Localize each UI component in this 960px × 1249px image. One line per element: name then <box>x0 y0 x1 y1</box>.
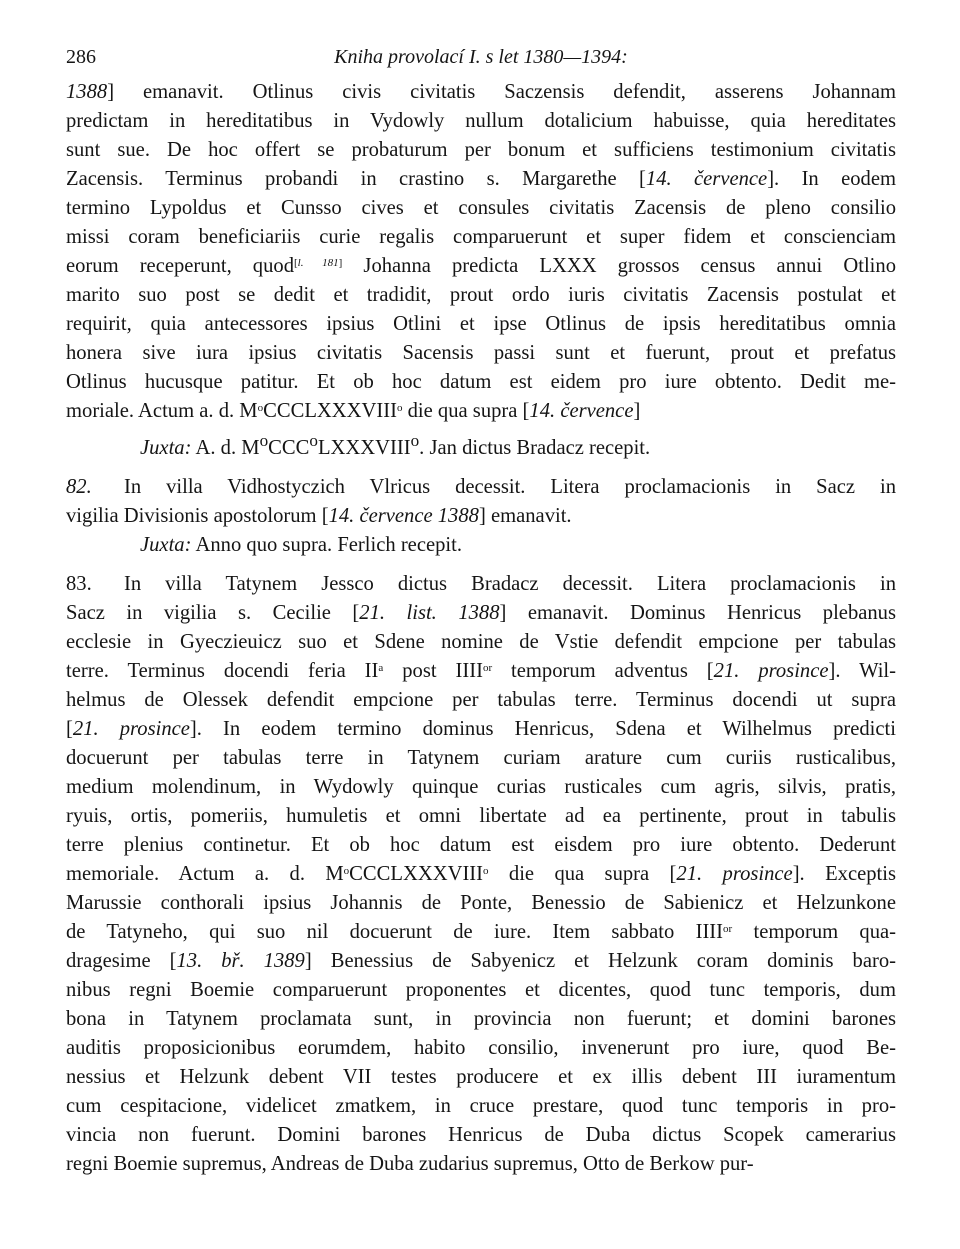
text-line: [21. prosince]. In eodem termino dominus Henricus, Sdena et Wilhelmus predicti <box>66 717 896 740</box>
text-line: memoriale. Actum a. d. $M^oCCCLXXXVIII^o$ die qua supra [21. prosince]. Exceptis <box>66 862 896 885</box>
text-line: ecclesie in Gyeczieuicz suo et Sdene nomine de Vstie defendit empcione per tabulas <box>66 630 896 653</box>
text-line: docuerunt per tabulas terre in Tatynem curiam arature cum curiis rusticalibus, <box>66 746 896 769</box>
entry-83-text <box>66 570 896 1179</box>
entry-82 <box>66 473 896 560</box>
text-line: Otlinus hucusque patitur. Et ob hoc datum est eidem pro iure obtento. Dedit me- <box>66 371 896 393</box>
text-line: eorum receperunt, quod[l. 181] Johanna predicta LXXX grossos census annui Otlino <box>66 255 896 277</box>
text-line: missi coram beneficiariis curie regalis comparuerunt et super fidem et conscienciam <box>66 226 896 248</box>
text-line: helmus de Olessek defendit empcione per tabulas terre. Terminus docendi ut supra <box>66 688 896 711</box>
juxta-text: A. d. $M^oCCC^oLXXXVIII^o$. Jan dictus Bradacz recepit. <box>191 431 651 459</box>
text-line: terre. Terminus docendi feria $II^a$ post $IIII^{or}$ temporum adventus [21. prosince]. Wil- <box>66 659 896 682</box>
text-line: nibus regni Boemie comparuerunt proponentes et dicentes, quod tunc temporis, dum <box>66 978 896 1001</box>
text-line: vigilia Divisionis apostolorum [14. července 1388] emanavit. <box>66 504 572 527</box>
entry-81-text <box>66 78 896 426</box>
text-line: regni Boemie supremus, Andreas de Duba zudarius supremus, Otto de Berkow pur- <box>66 1152 754 1175</box>
text-line: dragesime [13. bř. 1389] Benessius de Sabyenicz et Helzunk coram dominis baro- <box>66 949 896 972</box>
text-line: Sacz in vigilia s. Cecilie [21. list. 1388] emanavit. Dominus Henricus plebanus <box>66 601 896 624</box>
page-number: 286 <box>66 46 96 68</box>
text-line: medium molendinum, in Wydowly quinque curias rusticales cum agris, silvis, pratis, <box>66 775 896 798</box>
text-line: cum cespitacione, videlicet zmatkem, in cruce prestare, quod tunc temporis in pro- <box>66 1094 896 1117</box>
text-line: 83. In villa Tatynem Jessco dictus Bradacz decessit. Litera proclamacionis in <box>66 570 896 599</box>
page-header <box>66 38 896 78</box>
juxta-text: Anno quo supra. Ferlich recepit. <box>191 533 462 556</box>
text-line: 1388] emanavit. Otlinus civis civitatis Saczensis defendit, asserens Johannam <box>66 81 896 103</box>
document-page <box>66 38 896 1179</box>
entry-number: 83. <box>66 572 92 595</box>
juxta-label: Juxta: <box>140 436 192 459</box>
text-line: auditis proposicionibus eorumdem, habito consilio, invenerunt pro iure, quod Be- <box>66 1036 896 1059</box>
text-line: predictam in hereditatibus in Vydowly nullum dotalicium habuisse, quia hereditates <box>66 110 896 132</box>
text-line: de Tatyneho, qui suo nil docuerunt de iure. Item sabbato $IIII^{or}$ temporum qua- <box>66 920 897 943</box>
text-line: bona in Tatynem proclamata sunt, in provincia non fuerunt; et domini barones <box>66 1007 896 1030</box>
entry-81-juxta <box>66 426 896 463</box>
text-line: ryuis, ortis, pomeriis, humuletis et omni libertate ad ea pertinente, prout in tabulis <box>66 804 896 827</box>
text-line: moriale. Actum a. d. $M^oCCCLXXXVIII^o$ die qua supra [14. července] <box>66 400 641 422</box>
text-line: honera sive iura ipsius civitatis Sacensis passi sunt et fuerunt, prout et prefatus <box>66 342 896 364</box>
text-line: Zacensis. Terminus probandi in crastino s. Margarethe [14. července]. In eodem <box>66 168 896 190</box>
juxta-label: Juxta: <box>140 533 192 556</box>
text-line: vincia non fuerunt. Domini barones Henricus de Duba dictus Scopek camerarius <box>66 1123 896 1146</box>
entry-83 <box>66 570 896 1179</box>
entry-82-juxta <box>66 531 896 560</box>
text-line: 82. In villa Vidhostyczich Vlricus decessit. Litera proclamacionis in Sacz in <box>66 473 896 502</box>
entry-number: 82. <box>66 475 92 498</box>
text-line: Marussie conthorali ipsius Johannis de Ponte, Benessio de Sabienicz et Helzunkone <box>66 891 896 914</box>
entry-82-text <box>66 473 896 531</box>
text-line: sunt sue. De hoc offert se probaturum per bonum et sufficiens testimonium civitatis <box>66 139 896 161</box>
entry-81-tail <box>66 78 896 463</box>
text-line: requirit, quia antecessores ipsius Otlini et ipse Otlinus de ipsis hereditatibus omnia <box>66 313 896 335</box>
text-line: termino Lypoldus et Cunsso cives et consules civitatis Zacensis de pleno consilio <box>66 197 896 219</box>
text-line: nessius et Helzunk debent VII testes producere et ex illis debent III iuramentum <box>66 1065 896 1088</box>
text-line: terre plenius continetur. Et ob hoc datum est eisdem pro iure obtento. Dederunt <box>66 833 896 856</box>
text-line: marito suo post se dedit et tradidit, prout ordo iuris civitatis Zacensis postulat et <box>66 284 896 306</box>
running-title: Kniha provolací I. s let 1380—1394: <box>334 46 628 68</box>
